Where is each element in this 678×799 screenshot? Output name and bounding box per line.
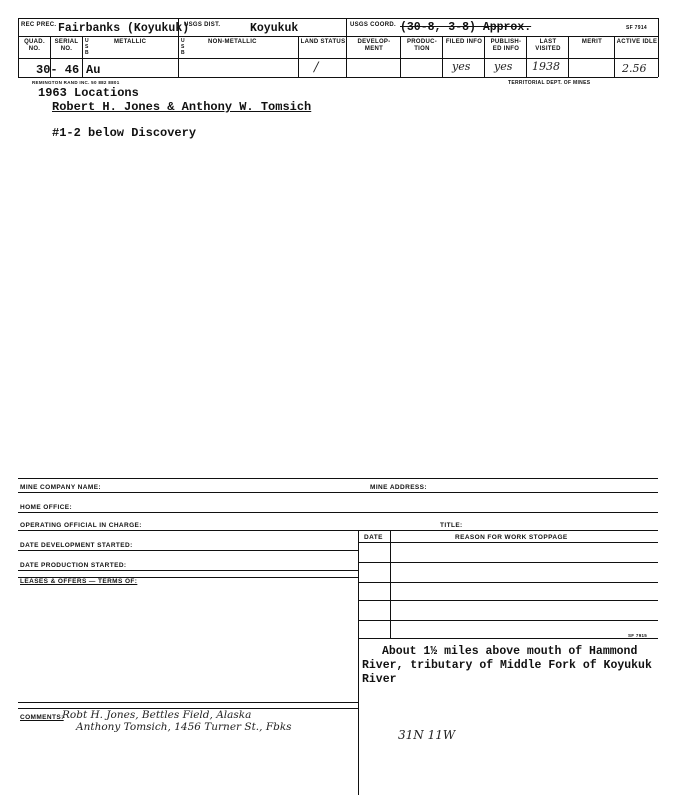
reason-col-label: REASON FOR WORK STOPPAGE — [455, 534, 568, 541]
usgs-dist-label: USGS DIST. — [184, 22, 221, 28]
usgs-coord-label: USGS COORD. — [350, 22, 396, 28]
title-label: TITLE: — [440, 522, 463, 529]
col-land-status: LAND STATUS — [300, 39, 346, 45]
col-usb-1: U S B — [85, 38, 89, 56]
col-serial-no: SERIAL NO. — [54, 39, 79, 52]
mine-company-name-label: MINE COMPANY NAME: — [20, 484, 101, 491]
col-last-visited: LAST VISITED — [535, 39, 561, 52]
notes-line-2: Robert H. Jones & Anthony W. Tomsich — [52, 100, 312, 114]
col-active-idle: ACTIVE IDLE — [616, 39, 658, 45]
filed-info-value: yes — [452, 60, 471, 73]
date-prod-started-label: DATE PRODUCTION STARTED: — [20, 562, 127, 569]
home-office-label: HOME OFFICE: — [20, 504, 73, 511]
col-non-metallic: NON-METALLIC — [208, 39, 257, 45]
township-note: 31N 11W — [398, 728, 456, 742]
leases-label: LEASES & OFFERS — TERMS OF: — [20, 578, 138, 585]
comment-line-2: Anthony Tomsich, 1456 Turner St., Fbks — [76, 721, 292, 733]
col-quad-no: QUAD. NO. — [24, 39, 45, 52]
col-published-info: PUBLISH- ED INFO — [490, 39, 522, 52]
col-filed-info: FILED INFO — [445, 39, 483, 45]
col-metallic: METALLIC — [114, 39, 147, 45]
last-visited-value: 1938 — [532, 60, 560, 73]
quad-serial-value: 30- 46 — [36, 63, 80, 77]
printer-line: REMINGTON RAND INC. 50 882 8801 — [32, 80, 120, 85]
land-status-value: / — [314, 60, 319, 75]
form-code: SF 7914 — [626, 25, 648, 31]
col-development: DEVELOP- MENT — [357, 39, 391, 52]
col-production: PRODUC- TION — [406, 39, 438, 52]
dept-line: TERRITORIAL DEPT. OF MINES — [508, 80, 591, 86]
notes-line-3: #1-2 below Discovery — [52, 126, 197, 140]
rec-prec-label: REC PREC. — [21, 22, 57, 28]
location-text: About 1½ miles above mouth of Hammond River, tributary of Middle Fork of Koyukuk River — [362, 645, 652, 686]
usgs-dist-value: Koyukuk — [250, 22, 299, 35]
date-col-label: DATE — [364, 534, 383, 541]
notes-line-1: 1963 Locations — [38, 86, 139, 100]
operating-official-label: OPERATING OFFICIAL IN CHARGE: — [20, 522, 142, 529]
col-usb-2: U S B — [181, 38, 185, 56]
published-info-value: yes — [494, 60, 513, 73]
date-dev-started-label: DATE DEVELOPMENT STARTED: — [20, 542, 133, 549]
usgs-coord-value: (30-8, 3-8) Approx. — [400, 21, 532, 34]
comments-label: COMMENTS: — [20, 714, 64, 721]
metallic-value: Au — [86, 63, 101, 77]
col-merit: MERIT — [581, 39, 603, 45]
form-code-2: SF 7915 — [628, 633, 648, 638]
rec-prec-value: Fairbanks (Koyukuk) — [58, 22, 190, 35]
active-idle-value: 2.56 — [622, 62, 647, 75]
mine-address-label: MINE ADDRESS: — [370, 484, 427, 491]
comment-line-1: Robt H. Jones, Bettles Field, Alaska — [62, 709, 252, 721]
